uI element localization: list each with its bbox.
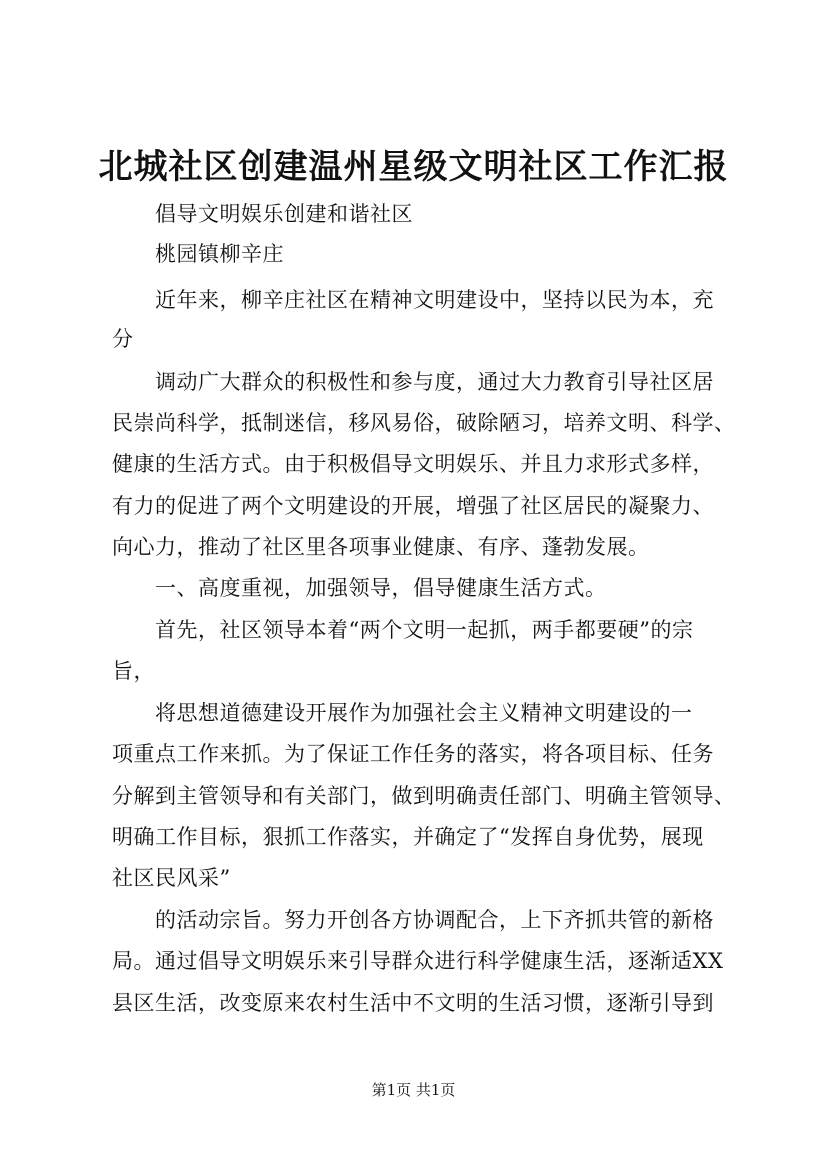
paragraph-line: 县区生活，改变原来农村生活中不文明的生活习惯，逐渐引导到	[112, 991, 714, 1015]
paragraph-line: 将思想道德建设开展作为加强社会主义精神文明建设的一	[155, 701, 693, 725]
paragraph-line: 近年来，柳辛庄社区在精神文明建设中，坚持以民为本，充	[155, 288, 714, 312]
paragraph-line: 分	[112, 327, 134, 351]
paragraph-line: 民崇尚科学，抵制迷信，移风易俗，破除陋习，培养文明、科学、	[112, 411, 736, 435]
paragraph-line: 健康的生活方式。由于积极倡导文明娱乐、并且力求形式多样，	[112, 452, 714, 476]
paragraph-line: 项重点工作来抓。为了保证工作任务的落实，将各项目标、任务	[112, 742, 714, 766]
document-title: 北城社区创建温州星级文明社区工作汇报	[98, 147, 729, 187]
paragraph-line: 的活动宗旨。努力开创各方协调配合，上下齐抓共管的新格	[155, 908, 714, 932]
author-line: 桃园镇柳辛庄	[155, 242, 284, 266]
paragraph-line: 局。通过倡导文明娱乐来引导群众进行科学健康生活，逐渐适XX	[112, 949, 724, 973]
paragraph-line: 分解到主管领导和有关部门，做到明确责任部门、明确主管领导、	[112, 784, 736, 808]
paragraph-line: 调动广大群众的积极性和参与度，通过大力教育引导社区居	[155, 370, 714, 394]
paragraph-line: 社区民风采”	[112, 866, 231, 890]
paragraph-line: 旨，	[112, 659, 155, 683]
page-number-footer: 第1页 共1页	[371, 1081, 456, 1099]
paragraph-line: 明确工作目标，狠抓工作落实，并确定了“发挥自身优势，展现	[112, 825, 704, 849]
paragraph-line: 有力的促进了两个文明建设的开展，增强了社区居民的凝聚力、	[112, 494, 714, 518]
paragraph-line: 向心力，推动了社区里各项事业健康、有序、蓬勃发展。	[112, 535, 650, 559]
subtitle-line: 倡导文明娱乐创建和谐社区	[155, 202, 413, 226]
section-heading: 一、高度重视，加强领导，倡导健康生活方式。	[155, 576, 607, 600]
paragraph-line: 首先，社区领导本着“两个文明一起抓，两手都要硬”的宗	[155, 618, 694, 642]
